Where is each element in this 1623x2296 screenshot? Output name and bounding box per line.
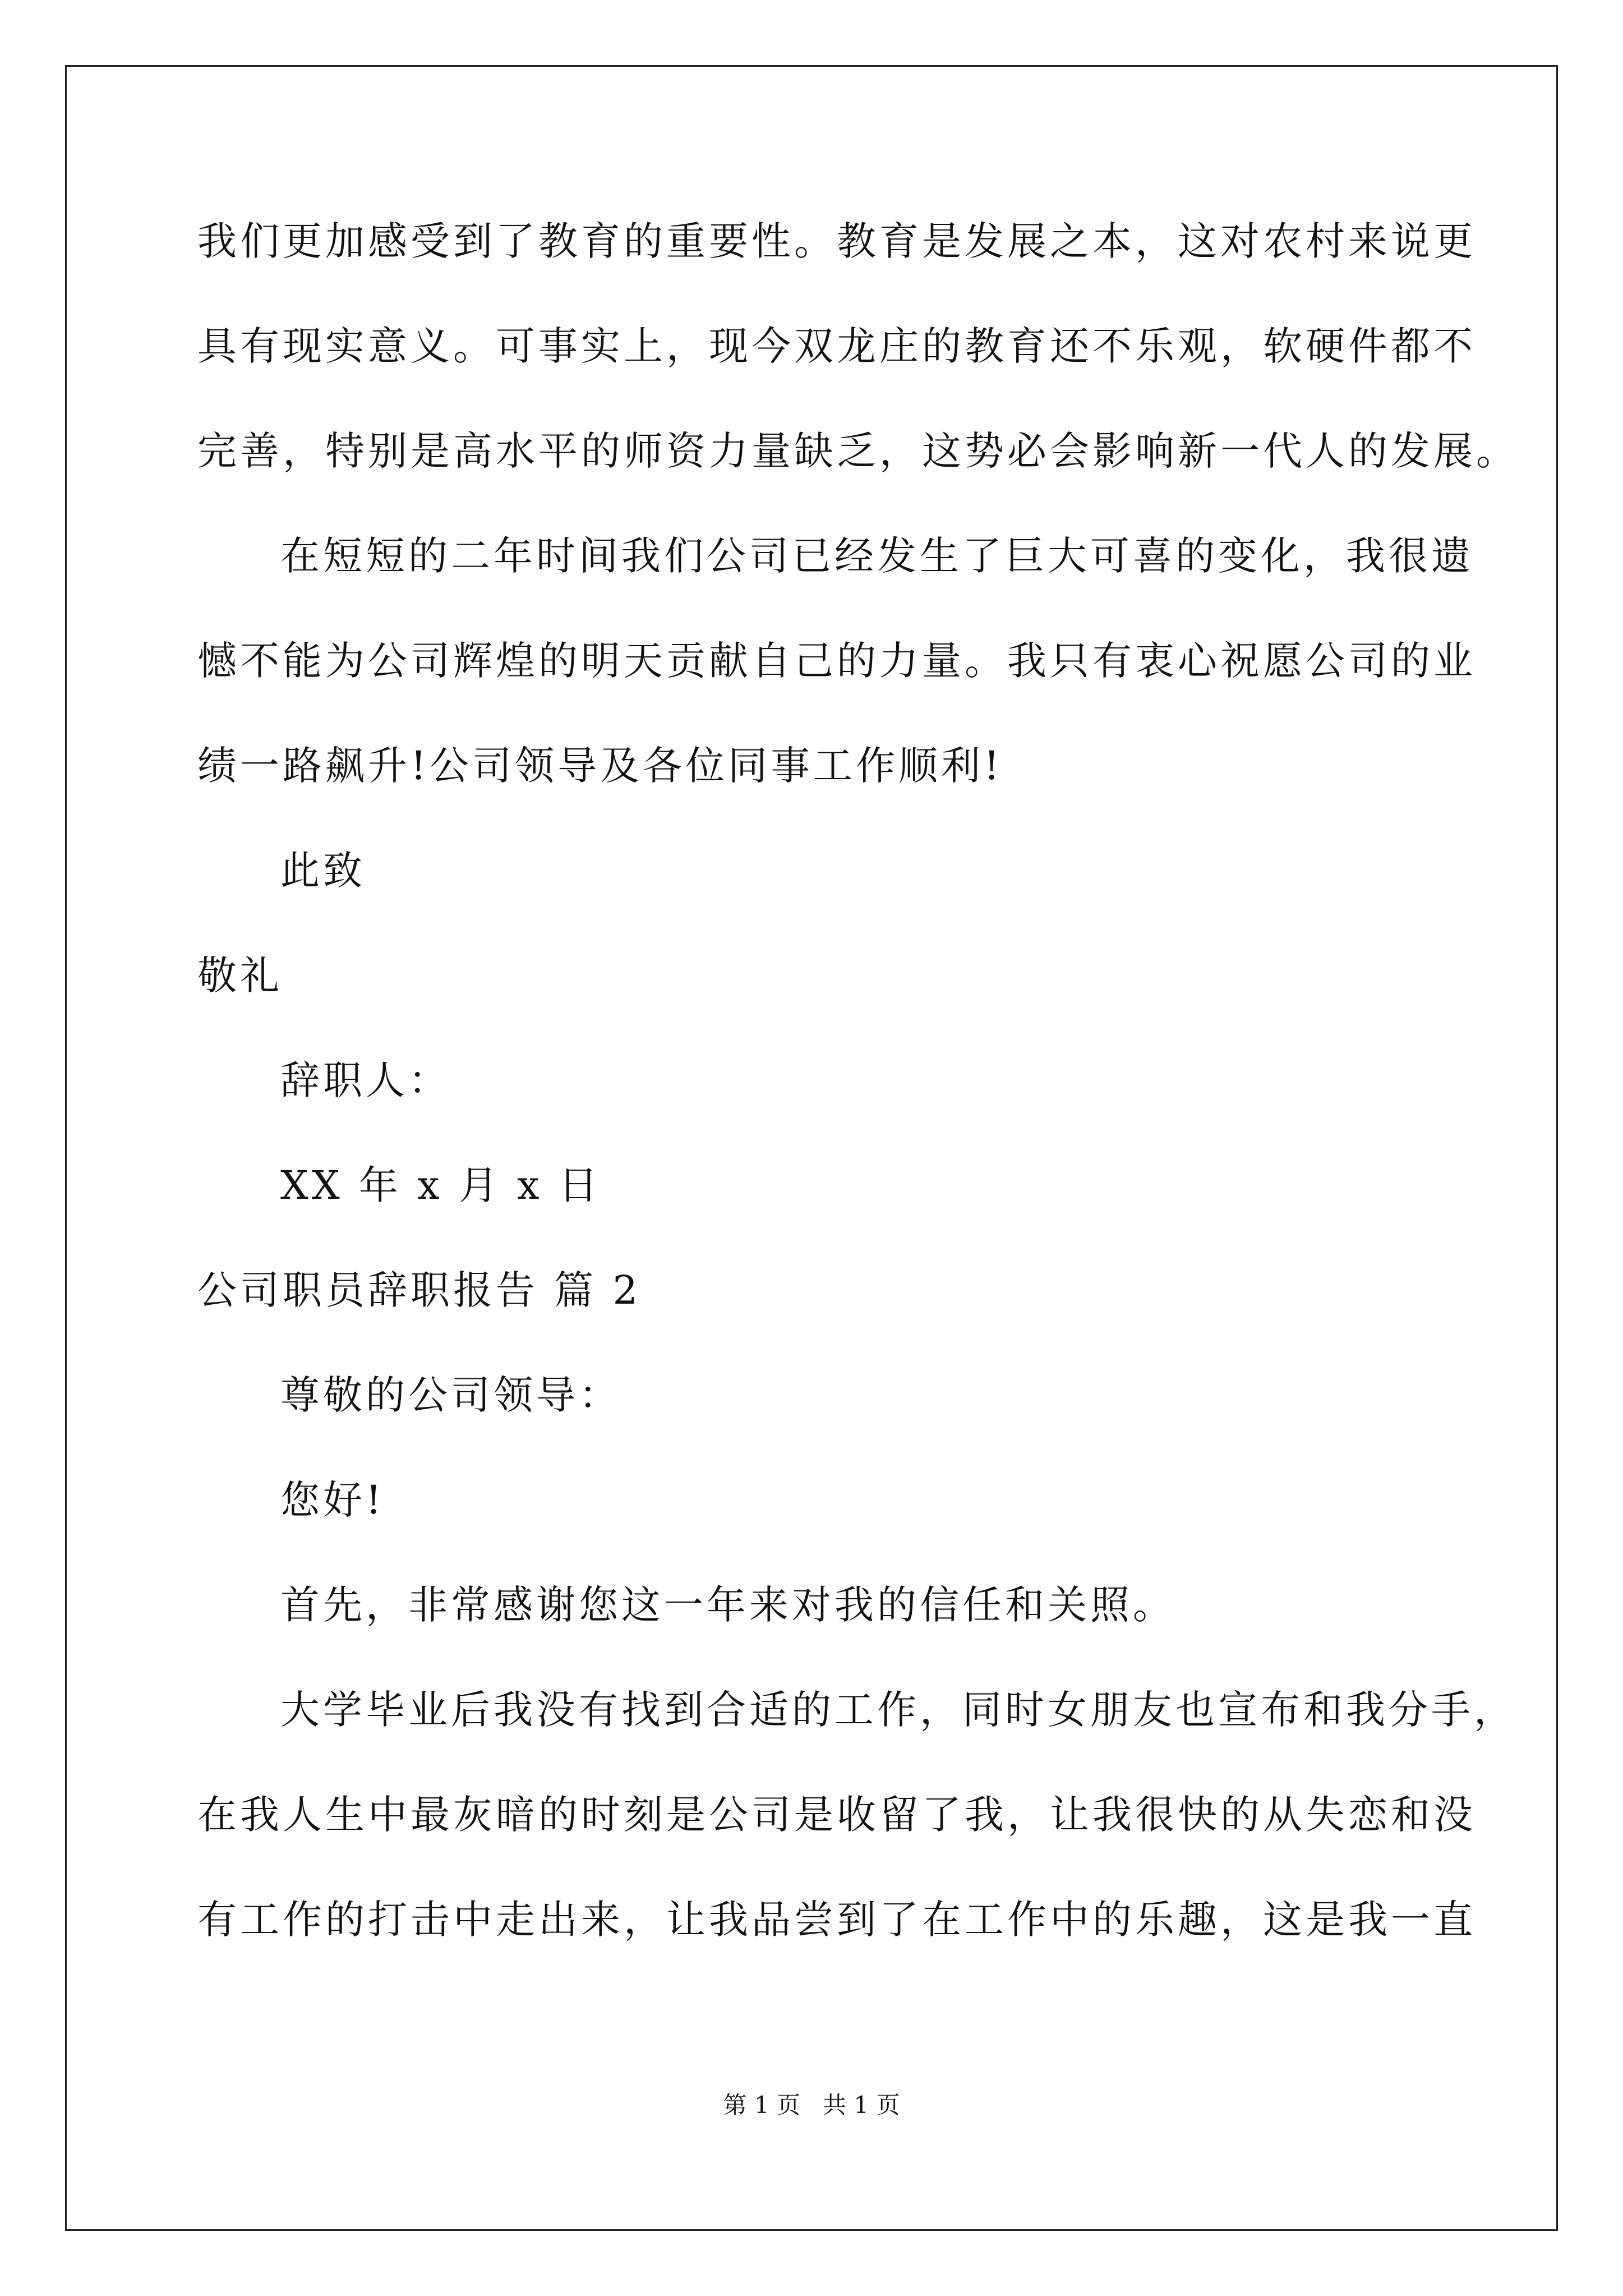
text-line: 大学毕业后我没有找到合适的工作，同时女朋友也宣布和我分手， <box>280 1687 1516 1733</box>
greeting-recipient: 尊敬的公司领导： <box>280 1372 621 1418</box>
text-line: 具有现实意义。可事实上，现今双龙庄的教育还不乐观，软硬件都不 <box>197 323 1476 369</box>
text-line: 首先，非常感谢您这一年来对我的信任和关照。 <box>280 1582 1175 1628</box>
document-body <box>197 218 1519 2002</box>
text-line: 在我人生中最灰暗的时刻是公司是收留了我，让我很快的从失恋和没 <box>197 1792 1476 1838</box>
text-line: 憾不能为公司辉煌的明天贡献自己的力量。我只有衷心祝愿公司的业 <box>197 638 1476 684</box>
text-line: 完善，特别是高水平的师资力量缺乏，这势必会影响新一代人的发展。 <box>197 428 1519 474</box>
signature-label: 辞职人： <box>280 1057 451 1103</box>
closing-salutation: 此致 <box>280 848 366 894</box>
page-footer: 第 1 页 共 1 页 <box>723 2091 900 2119</box>
greeting: 您好! <box>280 1477 385 1523</box>
text-line: 有工作的打击中走出来，让我品尝到了在工作中的乐趣，这是我一直 <box>197 1897 1476 1943</box>
closing-regards: 敬礼 <box>197 953 283 999</box>
text-line: 我们更加感受到了教育的重要性。教育是发展之本，这对农村来说更 <box>197 218 1476 264</box>
text-line: 绩一路飙升!公司领导及各位同事工作顺利! <box>197 743 1003 789</box>
text-line: 在短短的二年时间我们公司已经发生了巨大可喜的变化，我很遗 <box>280 533 1474 579</box>
date-line: XX 年 x 月 x 日 <box>280 1162 601 1208</box>
section-heading: 公司职员辞职报告 篇 2 <box>197 1267 642 1313</box>
